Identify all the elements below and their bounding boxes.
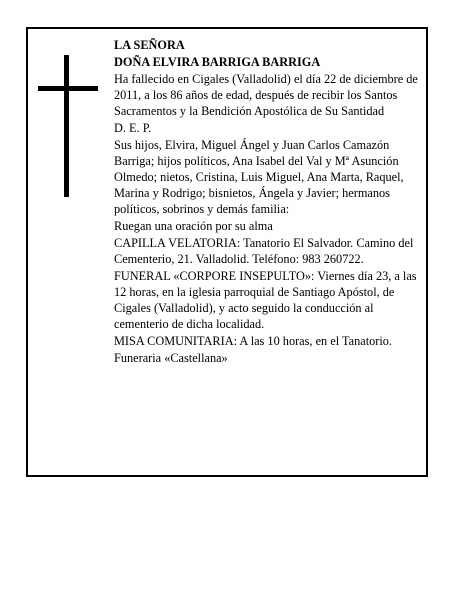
cross-vertical-bar	[64, 55, 69, 197]
honorific: LA SEÑORA	[114, 38, 185, 52]
prayer-line: Ruegan una oración por su alma	[114, 219, 273, 233]
funeral-home-line: Funeraria «Castellana»	[114, 351, 228, 365]
chapel-paragraph: CAPILLA VELATORIA: Tanatorio El Salvador. Camino del Cementerio, 21. Valladolid. Teléfono: 983 260722.	[114, 236, 414, 266]
family-paragraph: Sus hijos, Elvira, Miguel Ángel y Juan Carlos Camazón Barriga; hijos políticos, Ana Isabel del Val y Mª Asunción Olmedo; nietos, Cristina, Luis Miguel, Ana Marta, Raquel, Marina y Rodrigo; bisnietos, Ángela y Javier; hermanos políticos, sobrinos y demás familia:	[114, 138, 404, 216]
obituary-text	[114, 37, 426, 367]
passing-paragraph: Ha fallecido en Cigales (Valladolid) el día 22 de diciembre de 2011, a los 86 años de edad, después de recibir los Santos Sacramentos y la Bendición Apostólica de Su Santidad	[114, 72, 418, 118]
funeral-paragraph: FUNERAL «CORPORE INSEPULTO»: Viernes día 23, a las 12 horas, en la iglesia parroquial de Santiago Apóstol, de Cigales (Valladolid), y acto seguido la conducción al cementerio de dicha localidad.	[114, 269, 417, 331]
cross-icon	[38, 55, 98, 197]
cross-horizontal-bar	[38, 86, 98, 91]
mass-paragraph: MISA COMUNITARIA: A las 10 horas, en el Tanatorio.	[114, 334, 392, 348]
rip-line: D. E. P.	[114, 121, 152, 135]
deceased-name: DOÑA ELVIRA BARRIGA BARRIGA	[114, 55, 321, 69]
